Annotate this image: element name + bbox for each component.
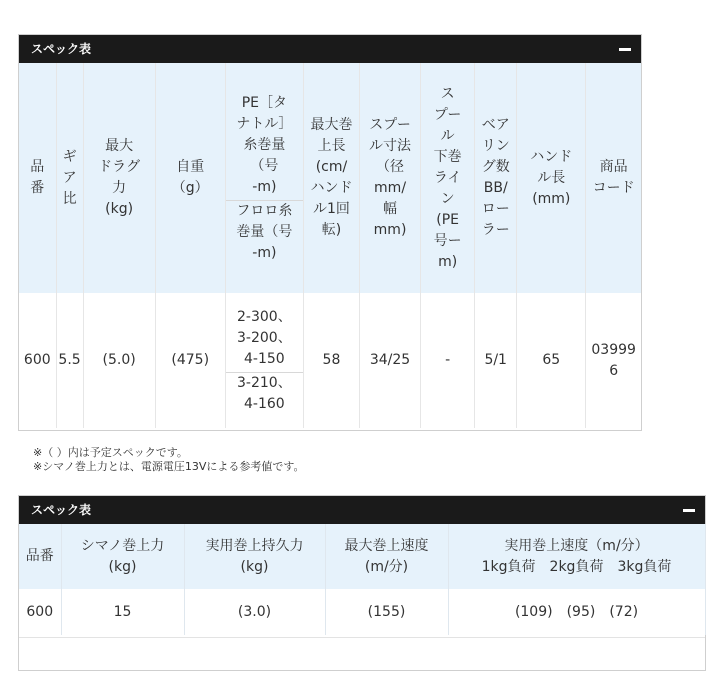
panel-header bbox=[19, 496, 705, 524]
header-line-capacity: PE［タ ナトル］ 糸巻量 （号 -m) フロロ糸 巻量（号 -m) bbox=[225, 63, 303, 293]
header-bearing: ベア リン グ数 BB/ ロー ラー bbox=[475, 63, 517, 293]
spec-table-panel-2 bbox=[18, 495, 706, 671]
cell-bearing: 5/1 bbox=[475, 293, 517, 428]
cell-line-capacity: 2-300、 3-200、 4-150 3-210、 4-160 bbox=[225, 293, 303, 428]
empty-row bbox=[19, 637, 705, 670]
header-spool-size: スプー ル寸法 （径 mm/ 幅 mm) bbox=[360, 63, 421, 293]
collapse-icon[interactable] bbox=[683, 509, 695, 512]
cell-max-speed: (155) bbox=[325, 589, 448, 635]
header-weight: 自重 （g） bbox=[155, 63, 225, 293]
table-row bbox=[19, 293, 641, 428]
note-line: ※（ ）内は予定スペックです。 bbox=[33, 446, 188, 459]
panel-header bbox=[19, 35, 641, 63]
header-hinban: 品番 bbox=[19, 524, 61, 589]
header-winding-power: シマノ巻上力 (kg) bbox=[61, 524, 184, 589]
cell-max-wind: 58 bbox=[303, 293, 359, 428]
header-spool-line: ス プー ル 下巻 ライ ン (PE 号ー m) bbox=[421, 63, 475, 293]
header-hinban: 品 番 bbox=[19, 63, 56, 293]
header-product-code: 商品 コード bbox=[586, 63, 641, 293]
header-max-speed: 最大巻上速度 (m/分) bbox=[325, 524, 448, 589]
header-practical-speed: 実用巻上速度（m/分） 1kg負荷 2kg負荷 3kg負荷 bbox=[448, 524, 705, 589]
cell-hinban: 600 bbox=[19, 293, 56, 428]
header-handle-length: ハンド ル長 (mm) bbox=[517, 63, 586, 293]
spec-notes bbox=[33, 446, 305, 474]
cell-handle-length: 65 bbox=[517, 293, 586, 428]
note-line: ※シマノ巻上力とは、電源電圧13Vによる参考値です。 bbox=[33, 460, 305, 473]
spec-table-panel-1 bbox=[18, 34, 642, 431]
cell-winding-power: 15 bbox=[61, 589, 184, 635]
cell-spool-line: - bbox=[421, 293, 475, 428]
cell-hinban: 600 bbox=[19, 589, 61, 635]
header-max-wind: 最大巻 上長 (cm/ ハンド ル1回 転) bbox=[303, 63, 359, 293]
cell-gear-ratio: 5.5 bbox=[56, 293, 83, 428]
spec-table bbox=[19, 524, 706, 635]
spec-table bbox=[19, 63, 641, 428]
cell-practical-speed: (109) (95) (72) bbox=[448, 589, 705, 635]
cell-max-drag: (5.0) bbox=[83, 293, 155, 428]
cell-endurance: (3.0) bbox=[184, 589, 325, 635]
header-endurance: 実用巻上持久力 (kg) bbox=[184, 524, 325, 589]
panel-title: スペック表 bbox=[31, 503, 92, 517]
panel-title: スペック表 bbox=[31, 42, 92, 56]
header-gear-ratio: ギ ア 比 bbox=[56, 63, 83, 293]
header-max-drag: 最大 ドラグ 力 (kg) bbox=[83, 63, 155, 293]
table-row bbox=[19, 589, 705, 635]
cell-spool-size: 34/25 bbox=[360, 293, 421, 428]
collapse-icon[interactable] bbox=[619, 48, 631, 51]
cell-weight: (475) bbox=[155, 293, 225, 428]
cell-product-code: 03999 6 bbox=[586, 293, 641, 428]
